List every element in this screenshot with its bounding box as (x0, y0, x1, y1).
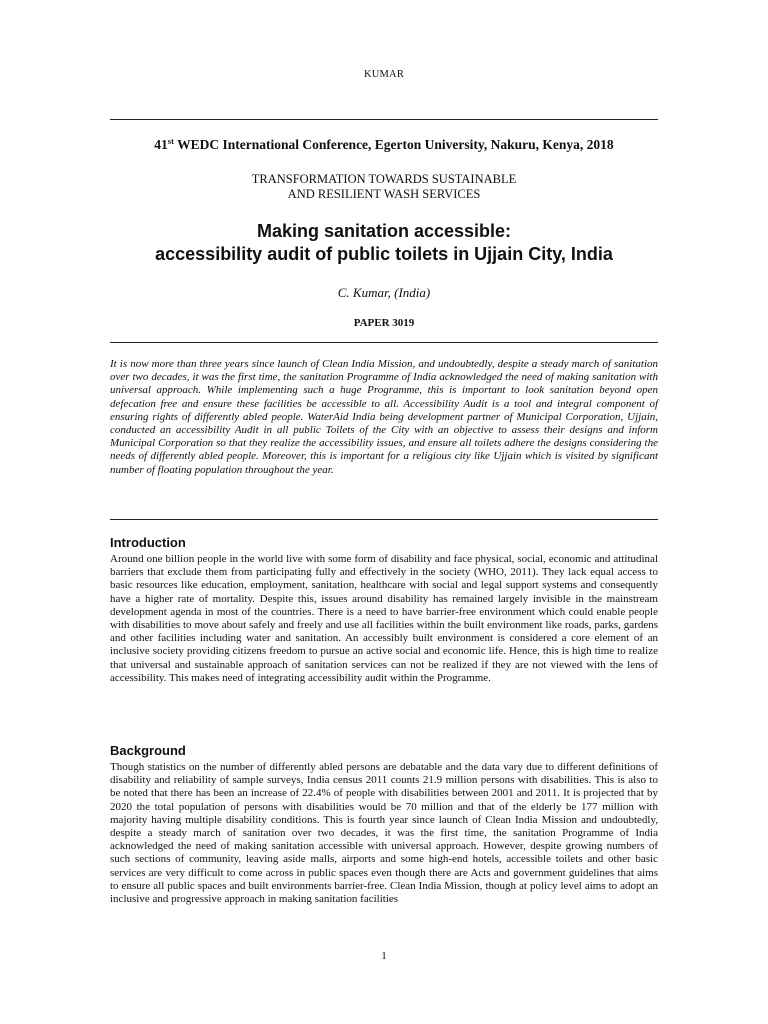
background-text: Though statistics on the number of differently abled persons are debatable and the data vary due to different definitions of disability and reliability of sample surveys, India census 2011 counts 21.9 million persons with disabilities. This is also to be noted that there has been an increase of 22.4% of people with disabilities between 2001 and 2011. It is projected that by 2020 the total population of persons with disabilities would be 70 million and that of the elderly be 177 million with majority having multiple disability conditions. This is fourth year since launch of Clean India Mission and undoubtedly, despite a steady march of sanitation over two decades, it was the first time, the sanitation Programme of India acknowledged the need of making sanitation accessible with universal approach. However, despite growing numbers of such sections of community, leaving aside malls, airports and some high-end hotels, accessible toilets and other basic services are very difficult to come across in public spaces even though there are Acts and government guidelines that aims to ensure all public spaces and built environments barrier-free. Clean India Mission, though at policy level aims to adopt an inclusive and progressive approach in making sanitation facilities (110, 761, 658, 906)
conference-theme (110, 172, 658, 202)
running-head: KUMAR (363, 69, 405, 80)
conference-line (110, 137, 658, 153)
header-rule (110, 119, 658, 120)
paper-title (100, 220, 668, 266)
abstract: It is now more than three years since launch of Clean India Mission, and undoubtedly, despite a steady march of sanitation over two decades, it was the first time, the sanitation Programme of India acknowledged the need of making sanitation with universal approach. While implementing such a huge Programme, this is important to look sanitation beyond open defecation free and ensure these facilities be accessible to all. Accessibility Audit is a tool and integral component of ensuring rights of differently abled people. WaterAid India being development partner of Municipal Corporation, Ujjain, conducted an accessibility Audit in all public Toilets of the City with an objective to assess their designs and inform Municipal Corporation so that they realize the accessibility issues, and ensure all toilets adhere the designs considering the needs of differently abled people. Moreover, this is important for a religious city like Ujjain which is visited by significant number of floating population throughout the year. (110, 358, 658, 476)
theme-line-2: AND RESILIENT WASH SERVICES (287, 187, 481, 201)
conference-ordinal: st (167, 136, 174, 146)
introduction-text: Around one billion people in the world live with some form of disability and face physical, social, economic and attitudinal barriers that exclude them from participating fully and effectively in the society (WHO, 2011). They lack equal access to basic resources like education, employment, sanitation, healthcare with social and legal support systems and consequently have a higher rate of mortality. Despite this, issues around disability has remained largely invisible in the mainstream development agenda in most of the countries. There is a need to have barrier-free environment which could enable people with disabilities to move about safely and freely and use all facilities within the built environment like roads, parks, gardens and other facilities including water and sanitation. An accessibly built environment is considered a core element of an inclusive society providing citizens freedom to pursue an active social and economic life. Hence, this is high time to realize that universal and sustainable approach of sanitation services can not be realized if they are not viewed with the lens of accessibility. This makes need of integrating accessibility audit within the Programme. (110, 553, 658, 684)
abstract-top-rule (110, 342, 658, 343)
page-number: 1 (381, 950, 387, 962)
background-heading: Background (110, 743, 186, 758)
abstract-bottom-rule (110, 519, 658, 520)
author-line: C. Kumar, (India) (337, 285, 431, 300)
conference-details: WEDC International Conference, Egerton University, Nakuru, Kenya, 2018 (173, 137, 614, 152)
paper-number: PAPER 3019 (353, 317, 415, 329)
theme-line-1: TRANSFORMATION TOWARDS SUSTAINABLE (251, 172, 517, 186)
introduction-heading: Introduction (110, 535, 186, 550)
title-line-1: Making sanitation accessible: (256, 221, 512, 241)
title-line-2: accessibility audit of public toilets in Ujjain City, India (155, 244, 613, 264)
conference-number: 41 (154, 137, 168, 152)
